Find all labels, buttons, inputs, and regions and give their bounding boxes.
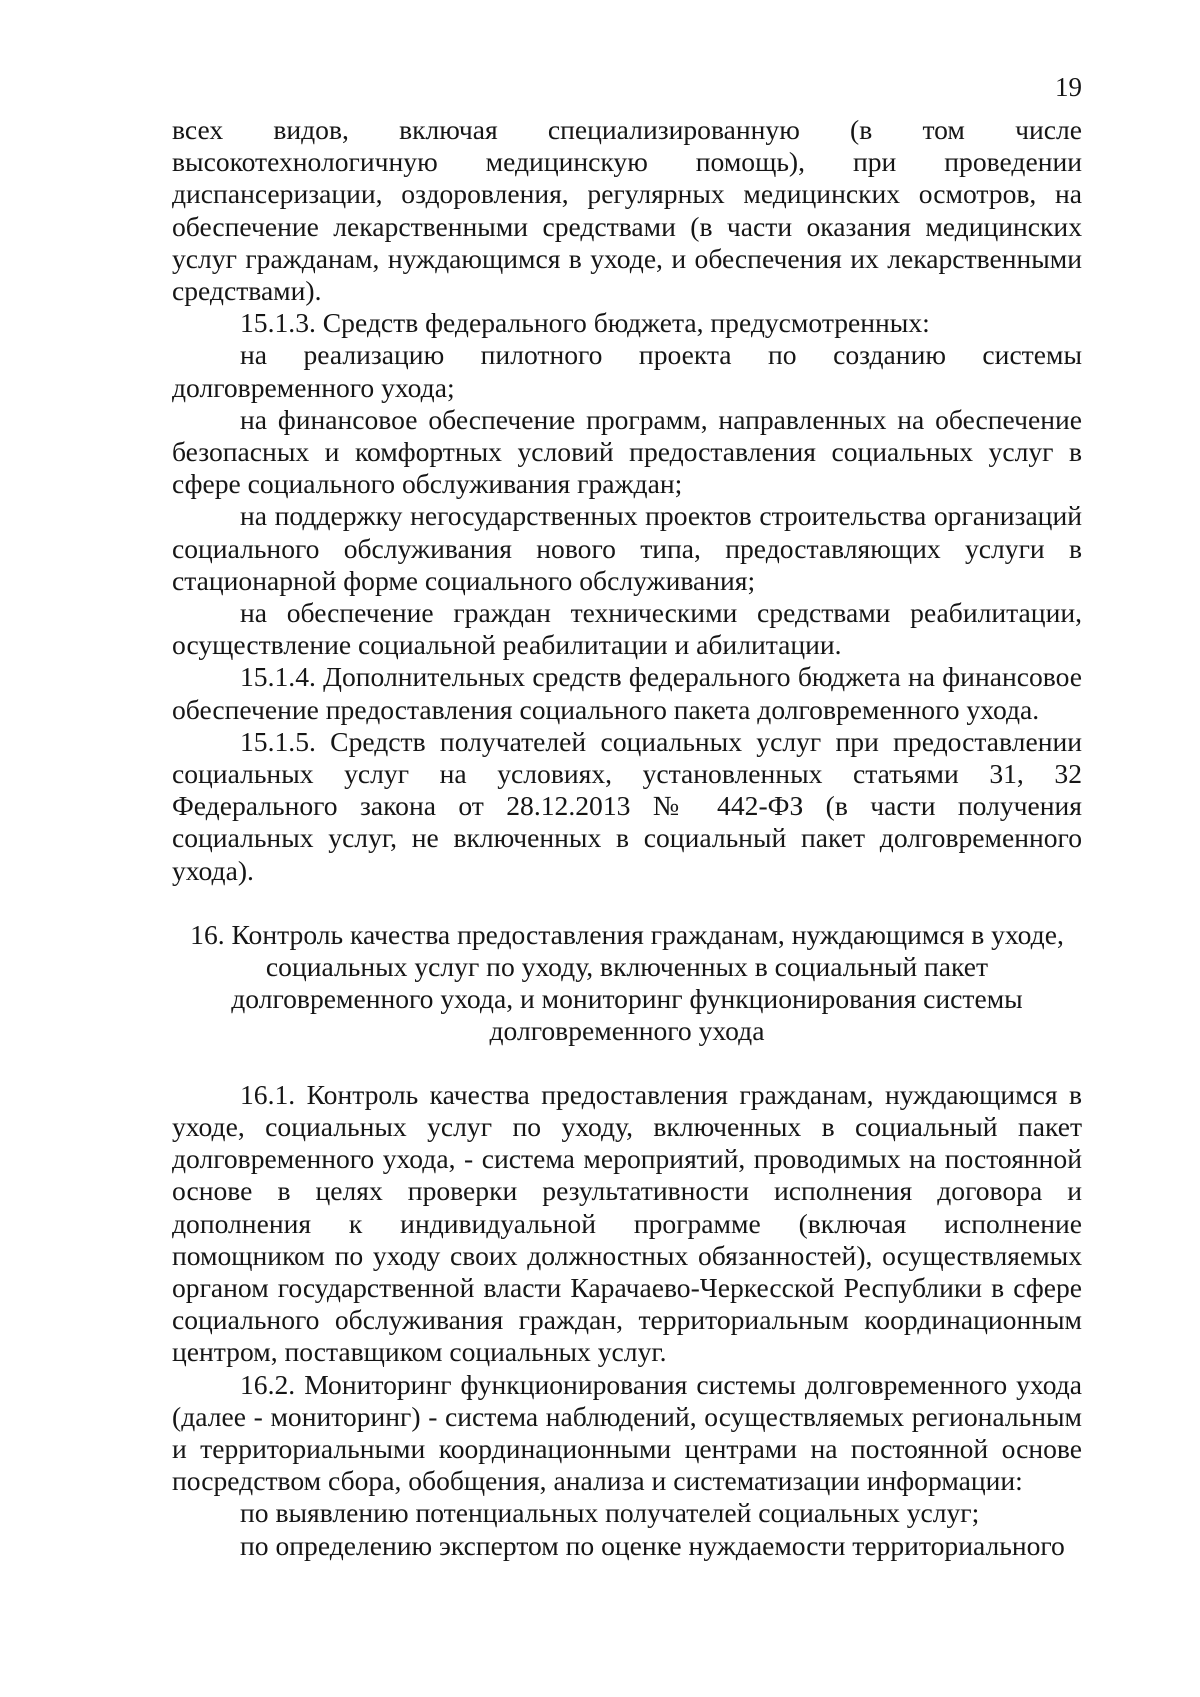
paragraph: по выявлению потенциальных получателей социальных услуг; [240, 1497, 980, 1529]
paragraph: 16.2. Мониторинг функционирования системы долговременного ухода (далее - мониторинг) - система наблюдений, осуществляемых региональным и территориальными координационными центрами на постоянной основе посредством сбора, обобщения, анализа и систематизации информации: [172, 1368, 1082, 1497]
paragraph: на реализацию пилотного проекта по созданию системы долговременного ухода; [172, 339, 1082, 403]
section-heading [172, 919, 1082, 1048]
top-paragraphs [172, 114, 1082, 887]
paragraph: 15.1.3. Средств федерального бюджета, предусмотренных: [240, 307, 930, 339]
paragraph: на обеспечение граждан техническими средствами реабилитации, осуществление социальной реабилитации и абилитации. [172, 597, 1082, 661]
paragraph: 15.1.4. Дополнительных средств федерального бюджета на финансовое обеспечение предоставления социального пакета долговременного ухода. [172, 661, 1082, 725]
paragraph: 15.1.5. Средств получателей социальных услуг при предоставлении социальных услуг на условиях, установленных статьями 31, 32 Федерального закона от 28.12.2013 № 442-ФЗ (в части получения социальных услуг, не включенных в социальный пакет долговременного ухода). [172, 725, 1082, 886]
paragraph: всех видов, включая специализированную (в том числе высокотехнологичную медицинскую помощь), при проведении диспансеризации, оздоровления, регулярных медицинских осмотров, на обеспечение лекарственными средствами (в части оказания медицинских услуг гражданам, нуждающимся в уходе, и обеспечения их лекарственными средствами). [172, 114, 1082, 307]
paragraph: на финансовое обеспечение программ, направленных на обеспечение безопасных и комфортных условий предоставления социальных услуг в сфере социального обслуживания граждан; [172, 403, 1082, 500]
heading-line: долговременного ухода [489, 1015, 765, 1047]
page-number: 19 [1055, 72, 1082, 102]
heading-line: долговременного ухода, и мониторинг функционирования системы [231, 983, 1023, 1015]
paragraph: по определению экспертом по оценке нуждаемости территориального [240, 1529, 1065, 1561]
document-body [172, 114, 1082, 1562]
heading-line: социальных услуг по уходу, включенных в социальный пакет [265, 951, 989, 983]
heading-line: 16. Контроль качества предоставления гражданам, нуждающимся в уходе, [190, 918, 1064, 950]
bottom-paragraphs [172, 1079, 1082, 1562]
paragraph: 16.1. Контроль качества предоставления гражданам, нуждающимся в уходе, социальных услуг по уходу, включенных в социальный пакет долговременного ухода, - система мероприятий, проводимых на постоянной основе в целях проверки результативности исполнения договора и дополнения к индивидуальной программе (включая исполнение помощником по уходу своих должностных обязанностей), осуществляемых органом государственной власти Карачаево-Черкесской Республики в сфере социального обслуживания граждан, территориальным координационным центром, поставщиком социальных услуг. [172, 1078, 1082, 1368]
paragraph: на поддержку негосударственных проектов строительства организаций социального обслуживания нового типа, предоставляющих услуги в стационарной форме социального обслуживания; [172, 500, 1082, 596]
